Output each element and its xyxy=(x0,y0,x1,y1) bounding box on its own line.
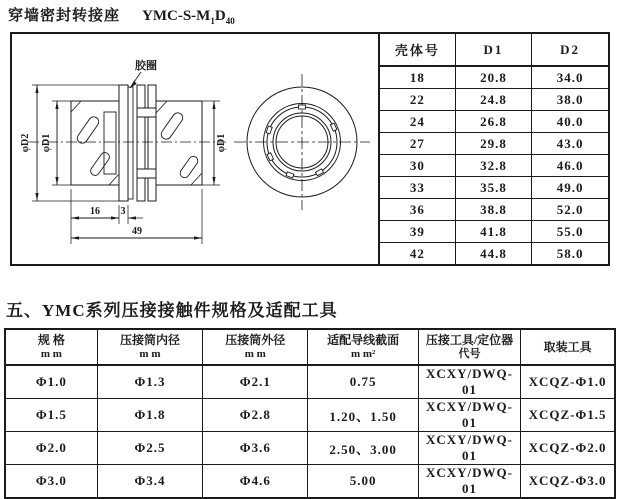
table-cell: Φ3.6 xyxy=(203,432,308,465)
dim-label-d1-right: φD1 xyxy=(216,133,227,153)
table-cell: 29.8 xyxy=(455,133,531,155)
table-cell: 22 xyxy=(379,89,455,111)
table-cell: 41.8 xyxy=(455,221,531,243)
page-title xyxy=(8,4,235,26)
column-header: 压接筒外径 m m xyxy=(203,329,308,365)
table-cell: 26.8 xyxy=(455,111,531,133)
section-title: 五、YMC系列压接接触件规格及适配工具 xyxy=(6,301,338,320)
column-header: 压接工具/定位器 代号 xyxy=(418,329,520,365)
shell-size-table xyxy=(378,34,608,264)
table-row xyxy=(379,221,608,243)
table-cell: 46.0 xyxy=(532,155,608,177)
table-cell: 49.0 xyxy=(532,177,608,199)
table-cell: XCQZ-Φ1.5 xyxy=(521,399,615,432)
dim-label-16: 16 xyxy=(90,206,100,217)
table-cell: 38.0 xyxy=(532,89,608,111)
table-cell: 27 xyxy=(379,133,455,155)
table-cell: 39 xyxy=(379,221,455,243)
table-row xyxy=(379,199,608,221)
table-cell: 2.50、3.00 xyxy=(308,432,418,465)
table-cell: 33 xyxy=(379,177,455,199)
table-cell: 55.0 xyxy=(532,221,608,243)
table-cell: 1.20、1.50 xyxy=(308,399,418,432)
table-cell: 24 xyxy=(379,111,455,133)
table-cell: 18 xyxy=(379,66,455,89)
column-header: 取装工具 xyxy=(521,329,615,365)
table-cell: Φ2.5 xyxy=(97,432,202,465)
table-cell: 35.8 xyxy=(455,177,531,199)
table-cell: XCXY/DWQ-01 xyxy=(418,399,520,432)
table-cell: XCXY/DWQ-01 xyxy=(418,465,520,499)
table-cell: Φ1.3 xyxy=(97,365,202,399)
table-cell: Φ2.0 xyxy=(5,432,97,465)
column-header: 壳体号 xyxy=(379,34,455,66)
table-cell: 32.8 xyxy=(455,155,531,177)
table-cell: 24.8 xyxy=(455,89,531,111)
column-header: 压接筒内径 m m xyxy=(97,329,202,365)
table-cell: XCQZ-Φ3.0 xyxy=(521,465,615,499)
dim-label-d2: φD2 xyxy=(20,133,31,153)
table-cell: 52.0 xyxy=(532,199,608,221)
side-view xyxy=(20,58,227,244)
table-row xyxy=(379,133,608,155)
table-cell: 34.0 xyxy=(532,66,608,89)
table-row xyxy=(5,432,615,465)
connector-technical-drawing xyxy=(12,34,380,264)
dim-label-3: 3 xyxy=(120,206,126,217)
table-cell: 43.0 xyxy=(532,133,608,155)
table-row xyxy=(379,155,608,177)
table-row xyxy=(379,89,608,111)
table-row xyxy=(379,111,608,133)
table-cell: XCXY/DWQ-01 xyxy=(418,432,520,465)
gasket-ring xyxy=(128,87,133,199)
gasket-label: 胶圈 xyxy=(135,60,157,72)
table-cell: XCQZ-Φ2.0 xyxy=(521,432,615,465)
table-row xyxy=(5,399,615,432)
table-cell: 36 xyxy=(379,199,455,221)
table-cell: XCQZ-Φ1.0 xyxy=(521,365,615,399)
table-row xyxy=(379,66,608,89)
table-cell: 38.8 xyxy=(455,199,531,221)
dim-label-d1-left: φD1 xyxy=(41,133,52,153)
table-row xyxy=(5,365,615,399)
crimp-tool-table xyxy=(4,328,616,499)
table-cell: Φ4.6 xyxy=(203,465,308,499)
table-cell: 0.75 xyxy=(308,365,418,399)
table-row xyxy=(5,465,615,499)
table-cell: 44.8 xyxy=(455,243,531,264)
drawing-panel xyxy=(10,32,610,266)
table-cell: Φ2.1 xyxy=(203,365,308,399)
table-header-row xyxy=(379,34,608,66)
table-row xyxy=(379,177,608,199)
table-cell: XCXY/DWQ-01 xyxy=(418,365,520,399)
table-cell: Φ3.0 xyxy=(5,465,97,499)
table-cell: Φ1.5 xyxy=(5,399,97,432)
model-code: YMC-$S-M_1D_{40}$ xyxy=(142,8,235,26)
column-header: 适配导线截面 m m² xyxy=(308,329,418,365)
table-cell: 5.00 xyxy=(308,465,418,499)
table-cell: 20.8 xyxy=(455,66,531,89)
table-cell: Φ1.8 xyxy=(97,399,202,432)
table-cell: 40.0 xyxy=(532,111,608,133)
table-row xyxy=(379,243,608,264)
table-cell: 30 xyxy=(379,155,455,177)
table-cell: Φ1.0 xyxy=(5,365,97,399)
table-cell: Φ3.4 xyxy=(97,465,202,499)
column-header: 规 格 m m xyxy=(5,329,97,365)
title-chinese: 穿墙密封转接座 xyxy=(8,8,121,24)
column-header: D2 xyxy=(532,34,608,66)
dim-label-49: 49 xyxy=(132,226,142,237)
column-header: D1 xyxy=(455,34,531,66)
table-cell: Φ2.8 xyxy=(203,399,308,432)
table-cell: 42 xyxy=(379,243,455,264)
table-header-row xyxy=(5,329,615,365)
table-cell: 58.0 xyxy=(532,243,608,264)
end-view xyxy=(234,74,370,210)
